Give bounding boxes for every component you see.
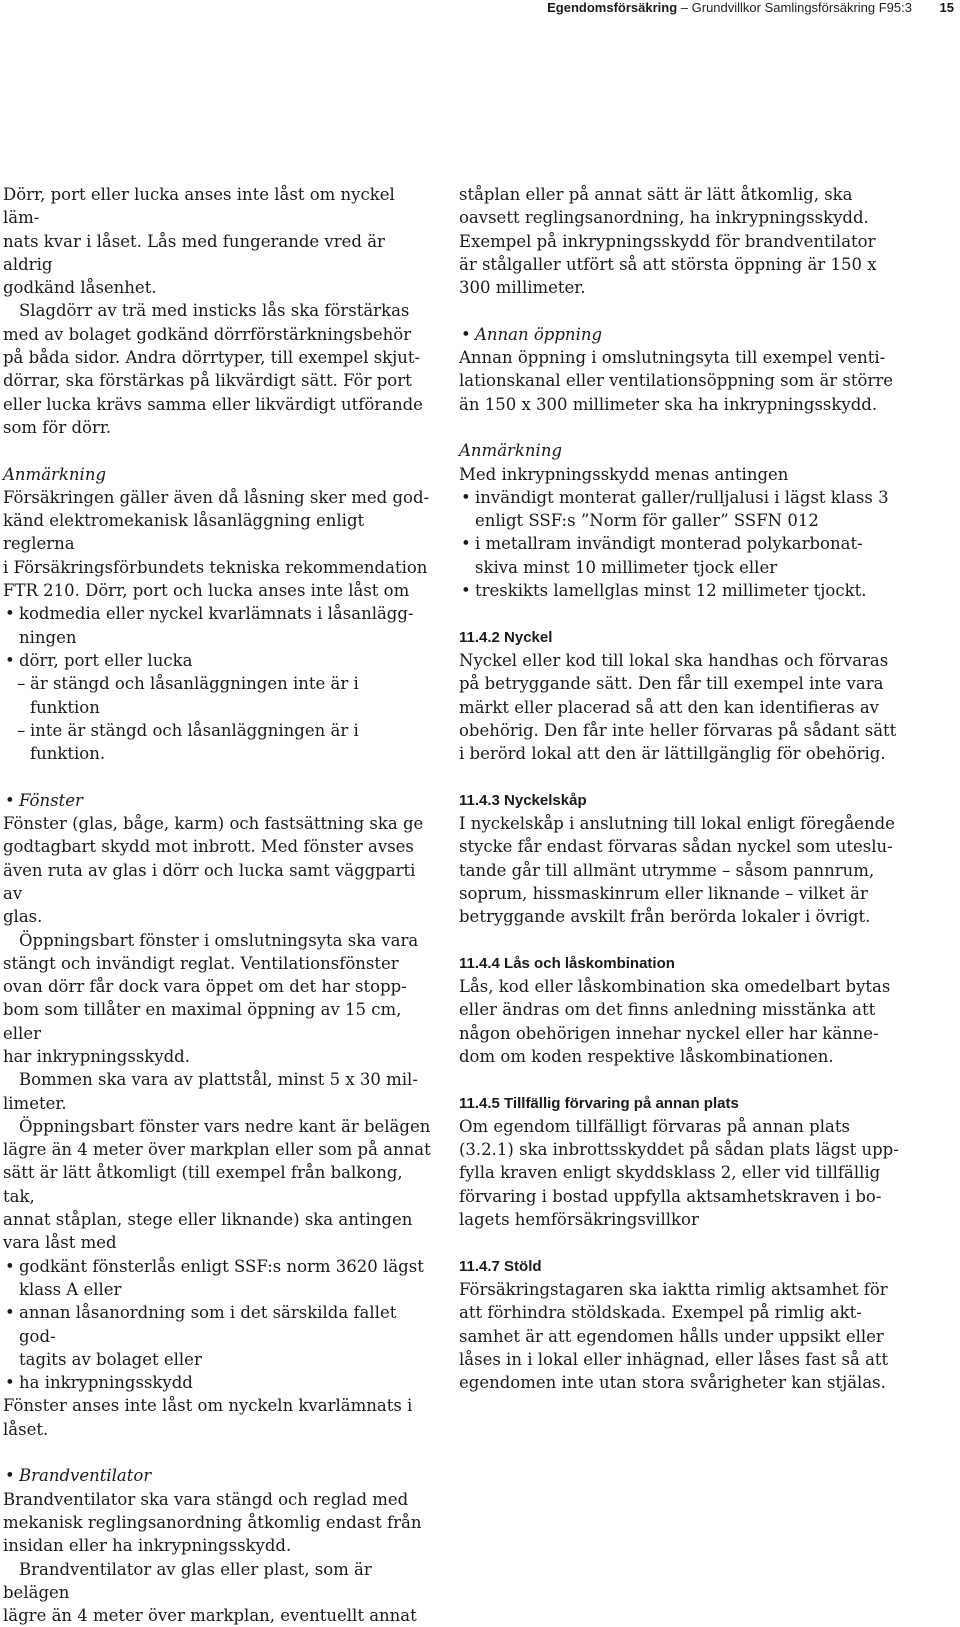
body-line: stycke får endast förvaras sådan nyckel som uteslu- [459,837,893,857]
running-title [547,0,912,15]
body-line: Lås, kod eller låskombination ska omedelbart bytas [459,977,891,997]
section-heading-nyckelskap: 11.4.3 Nyckelskåp [459,791,587,809]
body-line: godkänd låsenhet. [3,278,157,298]
body-line: att förhindra stöldskada. Exempel på rimlig akt- [459,1303,862,1323]
body-line: betryggande avskilt från berörda lokaler i övrigt. [459,907,871,927]
body-line: soprum, hissmaskinrum eller liknande – vilket är [459,883,868,903]
body-line: Försäkringstagaren ska iaktta rimlig aktsamhet för [459,1279,888,1299]
body-line: (3.2.1) ska inbrottsskyddet på sådan plats lägst upp- [459,1140,899,1160]
body-line: stängt och invändigt reglat. Ventilationsfönster [3,953,399,973]
body-line: tande går till allmänt utrymme – såsom pannrum, [459,860,875,880]
body-line: har inkrypningsskydd. [3,1046,190,1066]
body-line: är stålgaller utfört så att största öppning är 150 x [459,254,877,274]
body-line: ovan dörr får dock vara öppet om det har stopp- [3,977,407,997]
section-heading-las: 11.4.4 Lås och låskombination [459,954,675,972]
bullet-continuation: tagits av bolaget eller [19,1349,202,1369]
body-line: dom om koden respektive låskombinationen. [459,1046,834,1066]
body-line: Nyckel eller kod till lokal ska handhas och förvaras [459,650,889,670]
bullet-continuation: ningen [19,627,77,647]
body-line: låses in i lokal eller inhägnad, eller låses fast så att [459,1349,889,1369]
body-line: än 150 x 300 millimeter ska ha inkrypningsskydd. [459,394,878,414]
section-heading-brandventilator: • Brandventilator [3,1464,433,1487]
body-line: Försäkringen gäller även då låsning sker med god- [3,487,430,507]
section-heading-annan-oppning: • Annan öppning [459,323,899,346]
body-line: nats kvar i låset. Lås med fungerande vred är aldrig [3,231,385,274]
section-heading-fonster: • Fönster [3,789,433,812]
body-line: på betryggande sätt. Den får till exempel inte vara [459,674,884,694]
body-line: egendomen inte utan stora svårigheter kan stjälas. [459,1373,886,1393]
body-line: Slagdörr av trä med insticks lås ska förstärkas [19,301,410,321]
body-line: bom som tillåter en maximal öppning av 15 cm, eller [3,1000,402,1043]
bullet-item: • i metallram invändigt monterad polykarbonat- [459,532,899,555]
left-column [3,183,433,1627]
note-heading: Anmärkning [3,464,107,484]
right-column [459,183,899,1394]
section-heading-stold: 11.4.7 Stöld [459,1257,542,1275]
body-line: glas. [3,907,43,927]
bullet-item: • ha inkrypningsskydd [3,1371,433,1394]
dash-item: – inte är stängd och låsanläggningen är i funktion. [3,719,433,766]
bullet-item: • annan låsanordning som i det särskilda fallet god- [3,1301,433,1348]
body-line: lägre än 4 meter över markplan, eventuellt annat [3,1606,417,1626]
section-heading-nyckel: 11.4.2 Nyckel [459,628,553,646]
body-line: eller lucka krävs samma eller likvärdigt utförande [3,394,423,414]
body-line: förvaring i bostad uppfylla aktsamhetskraven i bo- [459,1186,882,1206]
body-line: märkt eller placerad så att den kan identifieras av [459,697,879,717]
body-line: godtagbart skydd mot inbrott. Med fönster avses [3,837,414,857]
body-line: Brandventilator av glas eller plast, som är belägen [3,1559,372,1602]
body-line: Dörr, port eller lucka anses inte låst om nyckel läm- [3,185,395,228]
page-header [0,0,960,14]
body-line: Bommen ska vara av plattstål, minst 5 x 30 mil- [19,1070,418,1090]
body-line: i Försäkringsförbundets tekniska rekommendation [3,557,428,577]
body-line: samhet är att egendomen hålls under uppsikt eller [459,1326,884,1346]
page-number: 15 [939,0,954,15]
bullet-continuation: klass A eller [19,1279,122,1299]
body-line: dörrar, ska förstärkas på likvärdigt sätt. För port [3,371,412,391]
bullet-continuation: skiva minst 10 millimeter tjock eller [475,557,778,577]
body-line: vara låst med [3,1233,117,1253]
bullet-item: • invändigt monterat galler/rulljalusi i lägst klass 3 [459,486,899,509]
running-title-sub: – Grundvillkor Samlingsförsäkring F95:3 [680,0,912,15]
body-line: Brandventilator ska vara stängd och reglad med [3,1489,409,1509]
body-line: Fönster anses inte låst om nyckeln kvarlämnats i [3,1396,413,1416]
bullet-item: • treskikts lamellglas minst 12 millimeter tjockt. [459,579,899,602]
body-line: låset. [3,1419,49,1439]
body-line: Fönster (glas, båge, karm) och fastsättning ska ge [3,814,424,834]
bullet-item: • kodmedia eller nyckel kvarlämnats i låsanlägg- [3,602,433,625]
body-line: lagets hemförsäkringsvillkor [459,1210,699,1230]
body-line: 300 millimeter. [459,278,586,298]
bullet-continuation: enligt SSF:s ”Norm för galler” SSFN 012 [475,511,819,531]
body-line: känd elektromekanisk låsanläggning enligt reglerna [3,511,365,554]
body-line: även ruta av glas i dörr och lucka samt väggparti av [3,860,416,903]
bullet-item: • dörr, port eller lucka [3,649,433,672]
body-line: på båda sidor. Andra dörrtyper, till exempel skjut- [3,348,421,368]
body-line: lägre än 4 meter över markplan eller som på annat [3,1140,431,1160]
body-line: eller ändras om det finns anledning misstänka att [459,1000,876,1020]
bullet-item: • godkänt fönsterlås enligt SSF:s norm 3620 lägst [3,1255,433,1278]
body-line: insidan eller ha inkrypningsskydd. [3,1536,292,1556]
body-line: Öppningsbart fönster i omslutningsyta ska vara [19,930,419,950]
body-line: Exempel på inkrypningsskydd för brandventilator [459,231,876,251]
body-line: Med inkrypningsskydd menas antingen [459,464,789,484]
body-line: Om egendom tillfälligt förvaras på annan plats [459,1116,850,1136]
body-line: ståplan eller på annat sätt är lätt åtkomlig, ska [459,185,853,204]
body-line: Annan öppning i omslutningsyta till exempel venti- [459,348,886,368]
body-line: fylla kraven enligt skyddsklass 2, eller vid tillfällig [459,1163,881,1183]
body-line: i berörd lokal att den är lättillgänglig för obehörig. [459,744,886,764]
body-line: mekanisk reglingsanordning åtkomlig endast från [3,1512,422,1532]
body-line: I nyckelskåp i anslutning till lokal enligt föregående [459,814,895,834]
section-heading-tillfallig-forvaring: 11.4.5 Tillfällig förvaring på annan plats [459,1094,739,1112]
body-line: oavsett reglingsanordning, ha inkrypningsskydd. [459,208,869,228]
running-title-main: Egendomsförsäkring [547,0,678,15]
body-line: limeter. [3,1093,67,1113]
body-line: sätt är lätt åtkomligt (till exempel från balkong, tak, [3,1163,403,1206]
dash-item: – är stängd och låsanläggningen inte är i funktion [3,672,433,719]
body-line: någon obehörigen innehar nyckel eller har känne- [459,1023,879,1043]
body-line: obehörig. Den får inte heller förvaras på sådant sätt [459,720,897,740]
body-line: lationskanal eller ventilationsöppning som är större [459,371,893,391]
note-heading: Anmärkning [459,441,563,461]
body-line: som för dörr. [3,417,112,437]
body-line: FTR 210. Dörr, port och lucka anses inte låst om [3,581,410,601]
body-line: med av bolaget godkänd dörrförstärkningsbehör [3,324,412,344]
body-line: Öppningsbart fönster vars nedre kant är belägen [19,1116,431,1136]
body-line: annat ståplan, stege eller liknande) ska antingen [3,1210,413,1230]
